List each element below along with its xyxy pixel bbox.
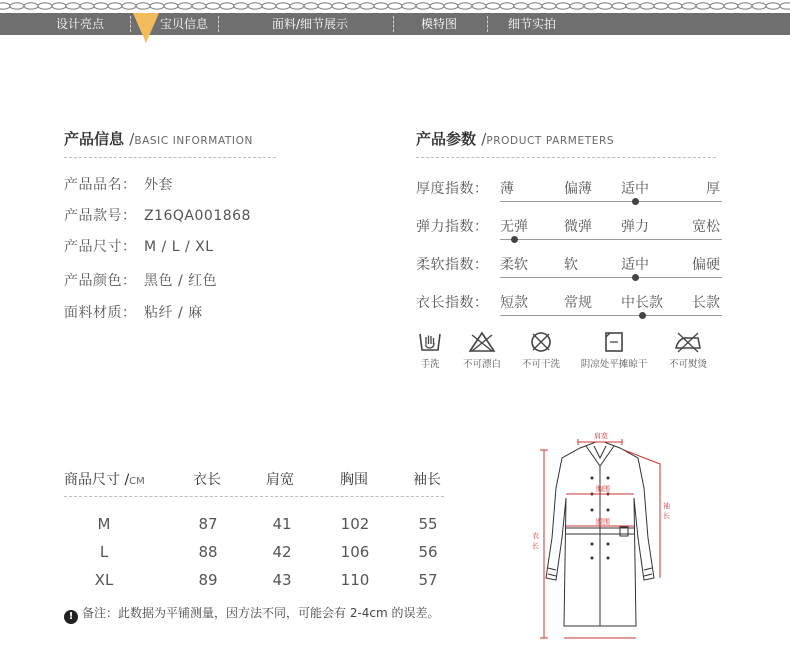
measurement-cell: 102 (340, 515, 370, 533)
care-label: 不可干洗 (521, 359, 560, 370)
note-text: 备注：此数据为平铺测量，因方法不同，可能会有 2-4cm 的误差。 (82, 606, 440, 620)
divider (416, 157, 716, 158)
param-label: 衣长指数： (416, 295, 489, 311)
col-header-shoulder: 肩宽 (266, 472, 294, 488)
param-option: 弹力 (621, 219, 649, 235)
col-header-chest: 胸围 (340, 472, 368, 488)
param-label: 柔软指数： (416, 257, 489, 273)
param-option: 微弹 (564, 219, 592, 235)
info-label: 产品品名： (64, 177, 137, 193)
param-scale-line (500, 239, 722, 240)
measurement-cell: 110 (340, 571, 370, 589)
param-label: 弹力指数： (416, 219, 489, 235)
param-option: 偏硬 (692, 257, 720, 273)
no-dry-clean-icon (528, 330, 554, 354)
param-option: 中长款 (621, 295, 663, 311)
trench-coat-diagram (520, 428, 680, 646)
size-cell: XL (94, 571, 114, 589)
care-item (576, 330, 652, 370)
param-option: 厚 (706, 181, 720, 197)
care-item (515, 330, 567, 370)
info-label: 产品颜色： (64, 273, 137, 289)
measurement-cell: 43 (272, 571, 292, 589)
col-header-sleeve: 袖长 (413, 472, 441, 488)
info-row-material (64, 302, 203, 322)
shoulder-label: 肩宽 (594, 432, 608, 440)
basic-info-title: 产品信息 /BASIC INFORMATION (64, 130, 253, 148)
params-title-en: PRODUCT PARMETERS (486, 135, 615, 147)
info-row-size (64, 236, 214, 256)
info-value: 外套 (144, 177, 173, 193)
param-option: 偏薄 (564, 181, 592, 197)
param-indicator-dot (511, 236, 518, 243)
info-row-sku (64, 205, 251, 225)
current-section-arrow-icon (133, 13, 159, 43)
basic-info-title-cn: 产品信息 (64, 130, 125, 148)
param-option: 短款 (500, 295, 528, 311)
info-value: M / L / XL (144, 239, 214, 255)
param-option: 适中 (621, 181, 649, 197)
nav-item-model[interactable]: 模特图 (421, 17, 458, 31)
nav-item-design[interactable]: 设计亮点 (56, 17, 105, 31)
no-iron-icon (672, 330, 704, 354)
param-scale-line (500, 201, 722, 202)
info-value: 黑色 / 红色 (144, 273, 218, 289)
measurement-cell: 106 (340, 543, 370, 561)
sleeve-label: 袖长 (663, 502, 670, 520)
param-option: 常规 (564, 295, 592, 311)
col-header-length: 衣长 (193, 472, 221, 488)
nav-separator (487, 16, 488, 32)
param-option: 软 (564, 257, 578, 273)
hand-wash-icon (417, 330, 443, 354)
size-table-header: 商品尺寸 /CM (64, 472, 145, 488)
care-item (662, 330, 714, 370)
flat-dry-shade-icon (602, 330, 626, 354)
param-label: 厚度指数： (416, 181, 489, 197)
size-cell: M (97, 515, 111, 533)
care-label: 不可漂白 (462, 359, 501, 370)
divider (64, 157, 276, 158)
measurement-cell: 41 (272, 515, 292, 533)
measurement-cell: 88 (198, 543, 218, 561)
nav-separator (130, 16, 131, 32)
measurement-cell: 87 (198, 515, 218, 533)
param-row (416, 178, 726, 212)
param-option: 柔软 (500, 257, 528, 273)
params-title: 产品参数 /PRODUCT PARMETERS (416, 130, 615, 148)
info-label: 产品款号： (64, 208, 137, 224)
measurement-cell: 56 (418, 543, 438, 561)
params-title-cn: 产品参数 (416, 130, 477, 148)
section-nav (0, 13, 790, 35)
chest-label: 胸围 (596, 485, 610, 493)
info-label: 面料材质： (64, 305, 137, 321)
basic-info-title-en: BASIC INFORMATION (134, 135, 253, 147)
param-indicator-dot (632, 274, 639, 281)
param-option: 薄 (500, 181, 514, 197)
info-row-name (64, 174, 173, 194)
info-row-color (64, 270, 217, 290)
care-label: 不可熨烫 (668, 359, 707, 370)
nav-separator (218, 16, 219, 32)
nav-item-product-info[interactable]: 宝贝信息 (160, 17, 209, 31)
param-scale-line (500, 315, 722, 316)
waist-label: 腰围 (596, 518, 610, 526)
param-indicator-dot (639, 312, 646, 319)
exclamation-icon: ! (64, 610, 78, 624)
measurement-cell: 42 (272, 543, 292, 561)
no-bleach-icon (467, 330, 497, 354)
care-item (410, 330, 450, 370)
param-option: 长款 (692, 295, 720, 311)
param-option: 适中 (621, 257, 649, 273)
size-header-unit: CM (129, 476, 145, 487)
nav-item-detail-photos[interactable]: 细节实拍 (508, 17, 557, 31)
info-value: 粘纤 / 麻 (144, 305, 203, 321)
param-scale-line (500, 277, 722, 278)
param-row (416, 292, 726, 326)
param-option: 宽松 (692, 219, 720, 235)
nav-item-fabric[interactable]: 面料/细节展示 (272, 17, 349, 31)
measurement-cell: 55 (418, 515, 438, 533)
info-label: 产品尺寸： (64, 239, 137, 255)
nav-separator (393, 16, 394, 32)
care-label: 手洗 (420, 359, 440, 370)
param-option: 无弹 (500, 219, 528, 235)
param-row (416, 216, 726, 250)
size-cell: L (99, 543, 109, 561)
size-note (64, 604, 440, 624)
measurement-cell: 89 (198, 571, 218, 589)
length-label: 衣长 (532, 532, 539, 550)
care-label: 阴凉处平摊晾干 (580, 359, 648, 370)
measurement-cell: 57 (418, 571, 438, 589)
info-value: Z16QA001868 (144, 208, 251, 224)
param-indicator-dot (632, 198, 639, 205)
chain-border (0, 0, 790, 12)
size-header-cn: 商品尺寸 (64, 472, 120, 488)
care-item (456, 330, 508, 370)
param-row (416, 254, 726, 288)
divider (64, 496, 444, 497)
